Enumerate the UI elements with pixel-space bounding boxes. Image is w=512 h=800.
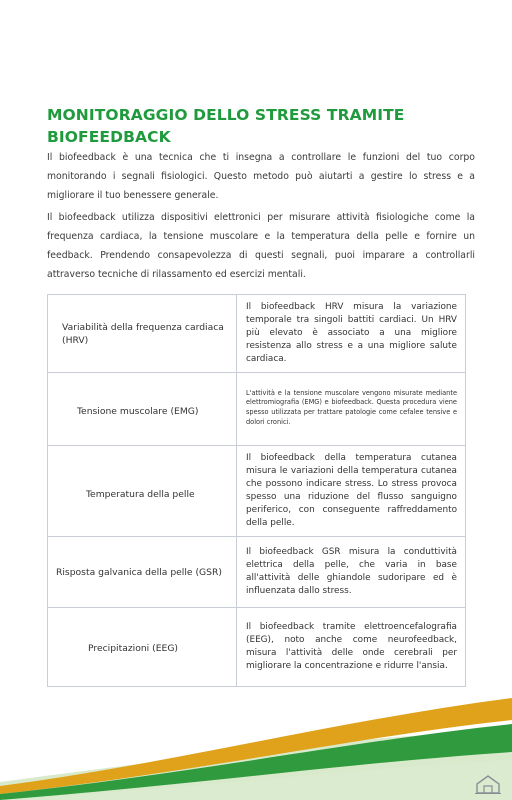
- category-cell-gsr: Risposta galvanica della pelle (GSR): [48, 537, 237, 608]
- house-logo-icon: [474, 773, 502, 795]
- category-cell-skin-temperature: Temperatura della pelle: [48, 446, 237, 537]
- category-cell-eeg: Precipitazioni (EEG): [48, 608, 237, 687]
- biofeedback-table: [47, 294, 466, 687]
- footer-swoosh: [0, 690, 512, 800]
- description-paragraph: Il biofeedback utilizza dispositivi elettronici per misurare attività fisiologiche come la frequenza cardiaca, la tensione muscolare e la temperatura della pelle e fornire un feedback. Prendendo consapevolezza di questi segnali, puoi imparare a controllarli attraverso tecniche di rilassamento ed esercizi mentali.: [47, 212, 475, 280]
- table-row: [48, 446, 466, 537]
- description-cell-emg: L'attività e la tensione muscolare vengono misurate mediante elettromiografia (EMG) e biofeedback. Questa procedura viene spesso utilizzata per trattare patologie come cefalee tensive e dolori cronici.: [237, 373, 466, 446]
- table-row: [48, 608, 466, 687]
- table-row: [48, 373, 466, 446]
- description-cell-eeg: Il biofeedback tramite elettroencefalografia (EEG), noto anche come neurofeedback, misura l'attività delle onde cerebrali per migliorare la concentrazione e ridurre l'ansia.: [237, 608, 466, 687]
- description-cell-gsr: Il biofeedback GSR misura la conduttività elettrica della pelle, che varia in base all'attività delle ghiandole sudoripare ed è influenzata dallo stress.: [237, 537, 466, 608]
- description-cell-skin-temperature: Il biofeedback della temperatura cutanea misura le variazioni della temperatura cutanea che possono indicare stress. Lo stress provoca spesso una riduzione del flusso sanguigno periferico, con conseguente raffreddamento della pelle.: [237, 446, 466, 537]
- page-title: MONITORAGGIO DELLO STRESS TRAMITE BIOFEEDBACK: [47, 106, 405, 146]
- description-cell-hrv: Il biofeedback HRV misura la variazione temporale tra singoli battiti cardiaci. Un HRV più elevato è associato a una migliore resistenza allo stress e a una migliore salute cardiaca.: [237, 295, 466, 373]
- intro-paragraph: Il biofeedback è una tecnica che ti insegna a controllare le funzioni del tuo corpo monitorando i segnali fisiologici. Questo metodo può aiutarti a gestire lo stress e a migliorare il tuo benessere generale.: [47, 152, 475, 201]
- table-row: [48, 537, 466, 608]
- category-cell-hrv: Variabilità della frequenza cardiaca (HRV): [48, 295, 237, 373]
- table-row: [48, 295, 466, 373]
- category-cell-emg: Tensione muscolare (EMG): [48, 373, 237, 446]
